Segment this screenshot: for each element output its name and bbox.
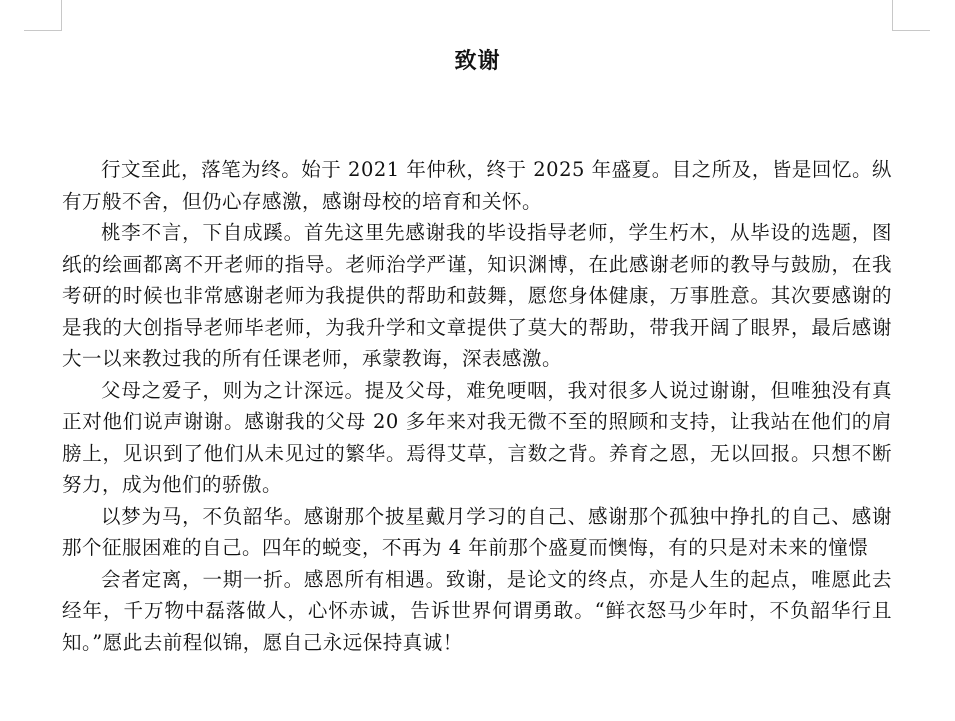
paragraph-teachers[interactable]: 桃李不言，下自成蹊。首先这里先感谢我的毕设指导老师，学生朽木，从毕设的选题，图纸的绘画都离不开老师的指导。老师治学严谨，知识渊博，在此感谢老师的教导与鼓励，在我考研的时候也非常感谢老师为我提供的帮助和鼓舞，愿您身体健康，万事胜意。其次要感谢的是我的大创指导老师毕老师，为我升学和文章提供了莫大的帮助，带我开阔了眼界，最后感谢大一以来教过我的所有任课老师，承蒙教诲，深表感激。 [62,221,892,370]
paragraph-closing[interactable]: 会者定离，一期一折。感恩所有相遇。致谢，是论文的终点，亦是人生的起点，唯愿此去经年，千万物中磊落做人，心怀赤诚，告诉世界何谓勇敢。“鲜衣怒马少年时，不负韶华行且知。”愿此去前程似锦，愿自己永远保持真诚！ [62,567,892,654]
document-body[interactable] [62,154,892,658]
paragraph-self[interactable]: 以梦为马，不负韶华。感谢那个披星戴月学习的自己、感谢那个孤独中挣扎的自己、感谢那个征服困难的自己。四年的蜕变，不再为 4 年前那个盛夏而懊悔，有的只是对未来的憧憬 [62,504,892,559]
margin-corner-mark-right [892,0,930,32]
paragraph-intro[interactable]: 行文至此，落笔为终。始于 2021 年仲秋，终于 2025 年盛夏。目之所及，皆是回忆。纵有万般不舍，但仍心存感激，感谢母校的培育和关怀。 [62,158,892,213]
margin-mark-vertical [61,0,62,31]
margin-corner-mark-left [24,0,62,32]
margin-mark-horizontal [892,30,930,31]
page-title: 致谢 [454,48,501,74]
margin-mark-vertical [892,0,893,31]
paragraph-parents[interactable]: 父母之爱子，则为之计深远。提及父母，难免哽咽，我对很多人说过谢谢，但唯独没有真正对他们说声谢谢。感谢我的父母 20 多年来对我无微不至的照顾和支持，让我站在他们的肩膀上，见识到了他们从未见过的繁华。焉得艾草，言数之背。养育之恩，无以回报。只想不断努力，成为他们的骄傲。 [62,378,892,496]
margin-mark-horizontal [24,30,62,31]
